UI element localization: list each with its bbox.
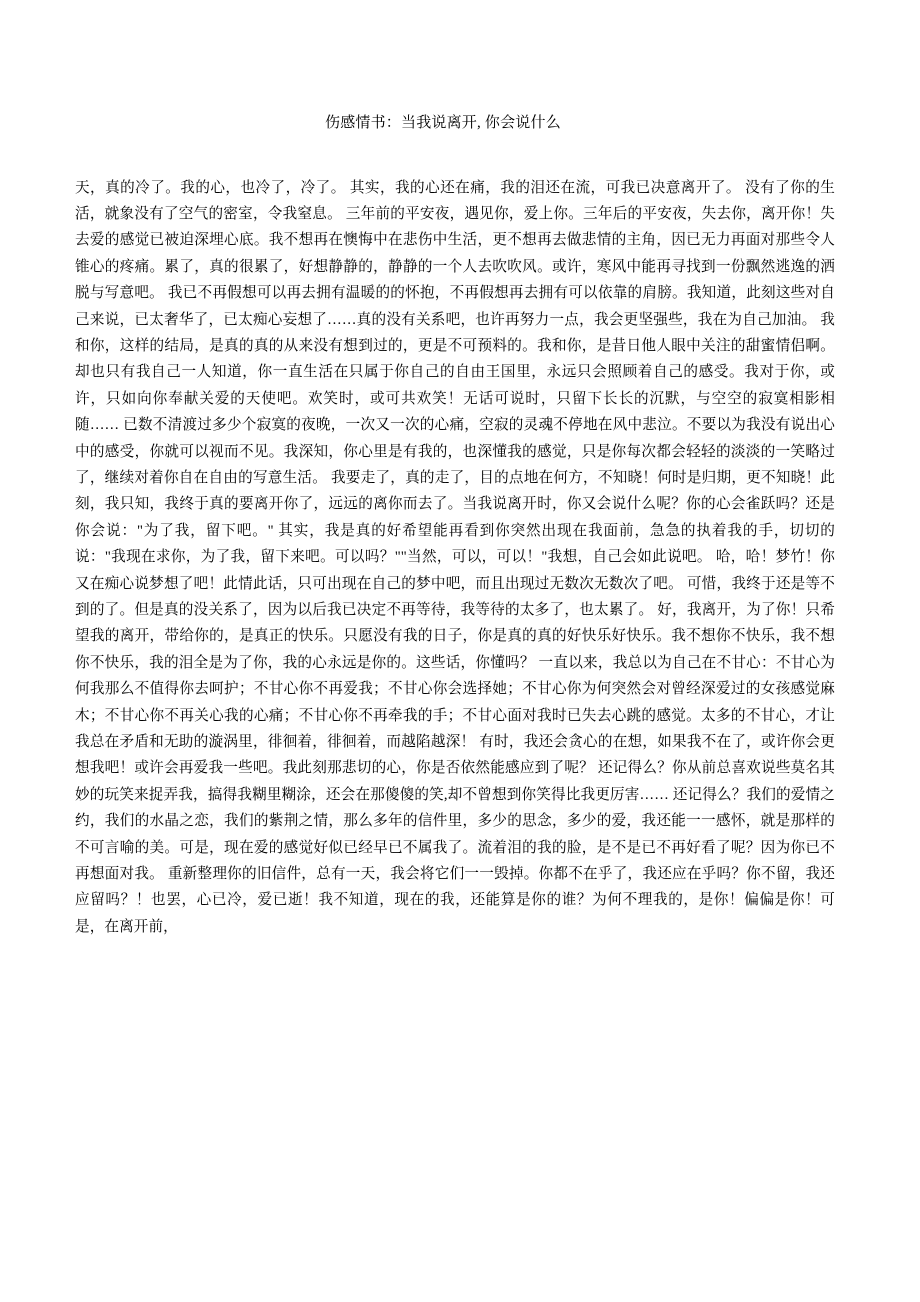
page-title: 伤感情书：当我说离开, 你会说什么 — [325, 115, 561, 131]
document-body-text: 天，真的冷了。我的心，也冷了，冷了。 其实，我的心还在痛，我的泪还在流，可我已决意离开了。 没有了你的生活，就象没有了空气的密室，令我窒息。 三年前的平安夜，遇见你，爱上你。三年后的平安夜，失去你，离开你！失去爱的感觉已被迫深埋心底。我不想再在懊悔中在悲伤中生活，更不想再去做悲情的主角，因已无力再面对那些令人锥心的疼痛。累了，真的很累了，好想静静的，静静的一个人去吹吹风。或许，寒风中能再寻找到一份飘然逃逸的洒脱与写意吧。 我已不再假想可以再去拥有温暖的的怀抱，不再假想再去拥有可以依靠的肩膀。我知道，此刻这些对自己来说，已太奢华了，已太痴心妄想了……真的没有关系吧，也许再努力一点，我会更坚强些，我在为自己加油。 我和你，这样的结局，是真的真的从来没有想到过的，更是不可预料的。我和你，是昔日他人眼中关注的甜蜜情侣啊。却也只有我自己一人知道，你一直生活在只属于你自己的自由王国里，永远只会照顾着自己的感受。我对于你，或许，只如向你奉献关爱的天使吧。欢笑时，或可共欢笑！无话可说时，只留下长长的沉默，与空空的寂寞相影相随…… 已数不清渡过多少个寂寞的夜晚，一次又一次的心痛，空寂的灵魂不停地在风中悲泣。不要以为我没有说出心中的感受，你就可以视而不见。我深知，你心里是有我的，也深懂我的感觉，只是你每次都会轻轻的淡淡的一笑略过了，继续对着你自在自由的写意生活。 我要走了，真的走了，目的点地在何方，不知晓！何时是归期，更不知晓！此刻，我只知，我终于真的要离开你了，远远的离你而去了。当我说离开时，你又会说什么呢？你的心会雀跃吗？还是你会说："为了我，留下吧。" 其实，我是真的好希望能再看到你突然出现在我面前，急急的执着我的手，切切的说："我现在求你，为了我，留下来吧。可以吗？""当然，可以，可以！"我想，自己会如此说吧。 哈，哈！梦竹！你又在痴心说梦想了吧！此情此话，只可出现在自己的梦中吧，而且出现过无数次无数次了吧。 可惜，我终于还是等不到的了。但是真的没关系了，因为以后我已决定不再等待，我等待的太多了，也太累了。 好，我离开，为了你！只希望我的离开，带给你的，是真正的快乐。只愿没有我的日子，你是真的真的好快乐好快乐。我不想你不快乐，我不想你不快乐，我的泪全是为了你，我的心永远是你的。这些话，你懂吗？ 一直以来，我总以为自己在不甘心：不甘心为何我那么不值得你去呵护；不甘心你不再爱我；不甘心你会选择她；不甘心你为何突然会对曾经深爱过的女孩感觉麻木；不甘心你不再关心我的心痛；不甘心你不再牵我的手；不甘心面对我时已失去心跳的感觉。太多的不甘心，才让我总在矛盾和无助的漩涡里，徘徊着，徘徊着，而越陷越深！ 有时，我还会贪心的在想，如果我不在了，或许你会更想我吧！或许会再爱我一些吧。我此刻那悲切的心，你是否依然能感应到了呢？ 还记得么？你从前总喜欢说些莫名其妙的玩笑来捉弄我，搞得我糊里糊涂，还会在那傻傻的笑,却不曾想到你笑得比我更厉害…… 还记得么？我们的爱情之约，我们的水晶之恋，我们的紫荆之情，那么多年的信件里，多少的思念，多少的爱，我还能一一感怀，就是那样的不可言喻的美。可是，现在爱的感觉好似已经早已不属我了。流着泪的我的脸，是不是已不再好看了呢？因为你已不再想面对我。 重新整理你的旧信件，总有一天，我会将它们一一毁掉。你都不在乎了，我还应在乎吗？你不留，我还应留吗？！也罢，心已冷，爱已逝！我不知道，现在的我，还能算是你的谁？为何不理我的，是你！偏偏是你！可是，在离开前， — [75, 179, 835, 935]
page-content-area — [75, 0, 845, 1302]
